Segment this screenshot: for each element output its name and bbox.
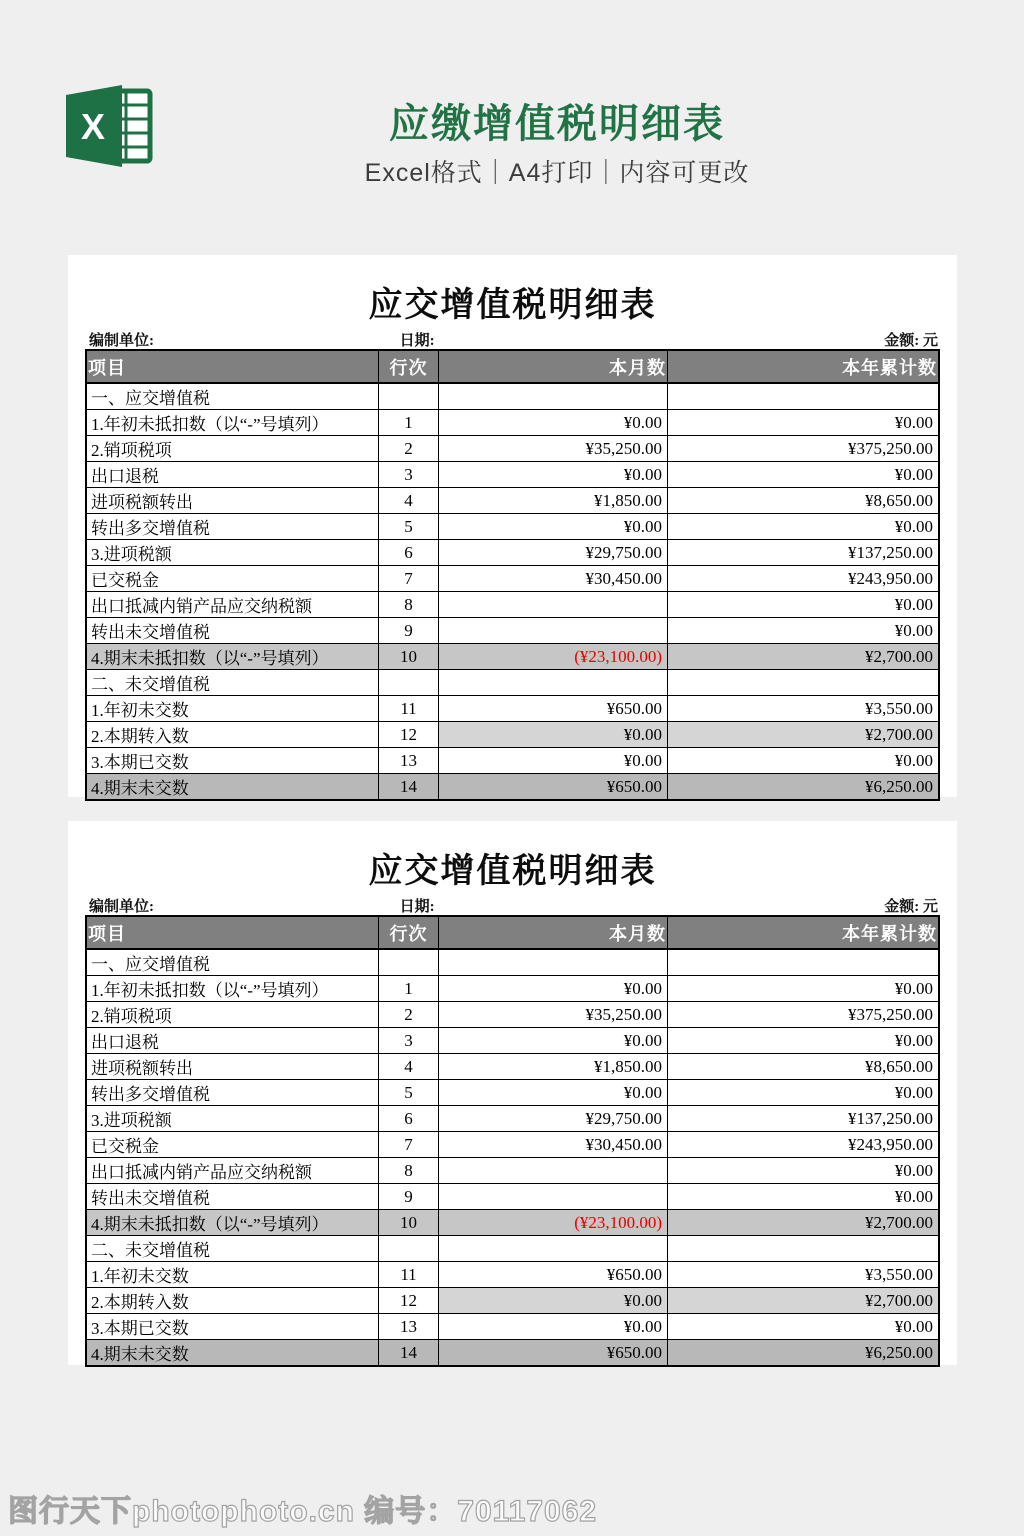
year-cell: ¥0.00 — [668, 1314, 939, 1340]
line-cell: 1 — [378, 976, 438, 1002]
item-cell: 3.进项税额 — [86, 1106, 378, 1132]
year-cell: ¥2,700.00 — [668, 722, 939, 748]
item-cell: 3.进项税额 — [86, 540, 378, 566]
item-cell: 转出未交增值税 — [86, 618, 378, 644]
line-cell: 5 — [378, 1080, 438, 1106]
section-row — [86, 670, 939, 696]
table-row — [86, 1340, 939, 1367]
col-header-year: 本年累计数 — [668, 916, 939, 949]
table-row — [86, 566, 939, 592]
item-cell: 转出未交增值税 — [86, 1184, 378, 1210]
excel-icon-letter: X — [80, 106, 106, 147]
col-header-year: 本年累计数 — [668, 350, 939, 383]
table-row — [86, 1028, 939, 1054]
line-cell: 13 — [378, 748, 438, 774]
year-cell: ¥0.00 — [668, 1028, 939, 1054]
col-header-month: 本月数 — [439, 350, 668, 383]
item-cell: 已交税金 — [86, 566, 378, 592]
item-cell: 2.本期转入数 — [86, 722, 378, 748]
item-cell: 一、应交增值税 — [86, 383, 378, 410]
table-row — [86, 540, 939, 566]
table-row — [86, 976, 939, 1002]
table-row — [86, 618, 939, 644]
table-row — [86, 1158, 939, 1184]
line-cell: 6 — [378, 1106, 438, 1132]
table-meta-row — [85, 329, 940, 347]
item-cell: 2.本期转入数 — [86, 1288, 378, 1314]
item-cell: 进项税额转出 — [86, 488, 378, 514]
year-cell: ¥137,250.00 — [668, 540, 939, 566]
item-cell: 出口退税 — [86, 1028, 378, 1054]
month-cell: ¥0.00 — [439, 748, 668, 774]
year-cell — [668, 670, 939, 696]
table-row — [86, 1080, 939, 1106]
item-cell: 转出多交增值税 — [86, 514, 378, 540]
item-cell: 二、未交增值税 — [86, 670, 378, 696]
month-cell: ¥1,850.00 — [439, 1054, 668, 1080]
table-title: 应交增值税明细表 — [368, 853, 657, 890]
line-cell: 11 — [378, 1262, 438, 1288]
year-cell: ¥2,700.00 — [668, 1288, 939, 1314]
year-cell: ¥2,700.00 — [668, 644, 939, 670]
line-cell: 7 — [378, 1132, 438, 1158]
month-cell: ¥29,750.00 — [439, 540, 668, 566]
year-cell: ¥0.00 — [668, 410, 939, 436]
item-cell: 1.年初未抵扣数（以“-”号填列） — [86, 410, 378, 436]
year-cell: ¥243,950.00 — [668, 566, 939, 592]
line-cell — [378, 670, 438, 696]
month-cell: ¥650.00 — [439, 774, 668, 801]
month-cell: ¥650.00 — [439, 1262, 668, 1288]
line-cell: 12 — [378, 1288, 438, 1314]
line-cell: 4 — [378, 1054, 438, 1080]
line-cell: 3 — [378, 462, 438, 488]
line-cell: 3 — [378, 1028, 438, 1054]
table-row — [86, 1054, 939, 1080]
item-cell: 4.期末未交数 — [86, 1340, 378, 1367]
table-row — [86, 514, 939, 540]
year-cell: ¥8,650.00 — [668, 488, 939, 514]
month-cell: ¥30,450.00 — [439, 1132, 668, 1158]
table-meta-row — [85, 895, 940, 913]
month-cell — [439, 618, 668, 644]
item-cell: 2.销项税项 — [86, 1002, 378, 1028]
col-header-item: 项目 — [86, 350, 378, 383]
item-cell: 进项税额转出 — [86, 1054, 378, 1080]
table-header-row — [86, 350, 939, 383]
col-header-month: 本月数 — [439, 916, 668, 949]
month-cell — [439, 1158, 668, 1184]
line-cell: 8 — [378, 592, 438, 618]
year-cell: ¥6,250.00 — [668, 1340, 939, 1367]
line-cell: 7 — [378, 566, 438, 592]
item-cell: 二、未交增值税 — [86, 1236, 378, 1262]
month-cell — [439, 383, 668, 410]
month-cell: ¥0.00 — [439, 1314, 668, 1340]
month-cell: ¥35,250.00 — [439, 1002, 668, 1028]
item-cell: 1.年初未交数 — [86, 1262, 378, 1288]
table-row — [86, 1184, 939, 1210]
line-cell: 10 — [378, 644, 438, 670]
month-cell: ¥650.00 — [439, 1340, 668, 1367]
year-cell: ¥6,250.00 — [668, 774, 939, 801]
item-cell: 出口退税 — [86, 462, 378, 488]
table-row — [86, 1106, 939, 1132]
item-cell: 3.本期已交数 — [86, 1314, 378, 1340]
date-label: 日期: — [399, 333, 435, 349]
vat-table — [85, 349, 940, 801]
year-cell: ¥0.00 — [668, 1158, 939, 1184]
year-cell: ¥0.00 — [668, 462, 939, 488]
table-row — [86, 1210, 939, 1236]
item-cell: 1.年初未抵扣数（以“-”号填列） — [86, 976, 378, 1002]
line-cell: 9 — [378, 1184, 438, 1210]
item-cell: 出口抵减内销产品应交纳税额 — [86, 592, 378, 618]
table-body — [86, 383, 939, 800]
year-cell: ¥0.00 — [668, 976, 939, 1002]
table-row — [86, 748, 939, 774]
line-cell — [378, 1236, 438, 1262]
col-header-line: 行次 — [378, 916, 438, 949]
line-cell: 2 — [378, 1002, 438, 1028]
item-cell: 4.期末未抵扣数（以“-”号填列） — [86, 1210, 378, 1236]
year-cell: ¥8,650.00 — [668, 1054, 939, 1080]
month-cell: ¥0.00 — [439, 1080, 668, 1106]
table-row — [86, 592, 939, 618]
sheet-card-2 — [68, 821, 957, 1365]
table-row — [86, 722, 939, 748]
item-cell: 1.年初未交数 — [86, 696, 378, 722]
line-cell: 1 — [378, 410, 438, 436]
amount-label: 金额: 元 — [884, 333, 938, 349]
table-row — [86, 696, 939, 722]
month-cell: ¥0.00 — [439, 410, 668, 436]
month-cell: ¥29,750.00 — [439, 1106, 668, 1132]
table-row — [86, 1314, 939, 1340]
item-cell: 4.期末未交数 — [86, 774, 378, 801]
table-row — [86, 436, 939, 462]
year-cell: ¥137,250.00 — [668, 1106, 939, 1132]
month-cell: (¥23,100.00) — [439, 1210, 668, 1236]
month-cell: ¥1,850.00 — [439, 488, 668, 514]
vat-table — [85, 915, 940, 1367]
line-cell: 11 — [378, 696, 438, 722]
month-cell — [439, 670, 668, 696]
table-header-row — [86, 916, 939, 949]
table-row — [86, 488, 939, 514]
table-row — [86, 462, 939, 488]
line-cell — [378, 949, 438, 976]
page-subtitle: Excel格式｜A4打印｜内容可更改 — [364, 159, 750, 187]
table-row — [86, 1132, 939, 1158]
table-row — [86, 1288, 939, 1314]
section-row — [86, 383, 939, 410]
page-title: 应缴增值税明细表 — [389, 102, 725, 146]
month-cell: ¥0.00 — [439, 976, 668, 1002]
col-header-line: 行次 — [378, 350, 438, 383]
table-row — [86, 774, 939, 801]
item-cell: 已交税金 — [86, 1132, 378, 1158]
month-cell: ¥30,450.00 — [439, 566, 668, 592]
table-row — [86, 1002, 939, 1028]
month-cell: ¥0.00 — [439, 722, 668, 748]
sheet-card-1 — [68, 255, 957, 797]
month-cell — [439, 1236, 668, 1262]
line-cell: 4 — [378, 488, 438, 514]
year-cell: ¥3,550.00 — [668, 1262, 939, 1288]
year-cell: ¥0.00 — [668, 1080, 939, 1106]
year-cell: ¥0.00 — [668, 1184, 939, 1210]
line-cell: 5 — [378, 514, 438, 540]
amount-label: 金额: 元 — [884, 899, 938, 915]
table-row — [86, 1262, 939, 1288]
month-cell — [439, 1184, 668, 1210]
item-cell: 一、应交增值税 — [86, 949, 378, 976]
month-cell: ¥0.00 — [439, 1028, 668, 1054]
item-cell: 出口抵减内销产品应交纳税额 — [86, 1158, 378, 1184]
month-cell: ¥35,250.00 — [439, 436, 668, 462]
year-cell: ¥3,550.00 — [668, 696, 939, 722]
month-cell: ¥650.00 — [439, 696, 668, 722]
month-cell: ¥0.00 — [439, 514, 668, 540]
year-cell: ¥0.00 — [668, 592, 939, 618]
month-cell: ¥0.00 — [439, 1288, 668, 1314]
year-cell — [668, 949, 939, 976]
year-cell: ¥0.00 — [668, 748, 939, 774]
table-row — [86, 410, 939, 436]
year-cell: ¥243,950.00 — [668, 1132, 939, 1158]
month-cell: ¥0.00 — [439, 462, 668, 488]
unit-label: 编制单位: — [89, 333, 154, 349]
year-cell — [668, 383, 939, 410]
month-cell — [439, 592, 668, 618]
table-row — [86, 644, 939, 670]
watermark: 图行天下photophoto.cn 编号：70117062 — [8, 1495, 598, 1528]
month-cell — [439, 949, 668, 976]
line-cell: 6 — [378, 540, 438, 566]
line-cell: 9 — [378, 618, 438, 644]
year-cell: ¥0.00 — [668, 618, 939, 644]
item-cell: 4.期末未抵扣数（以“-”号填列） — [86, 644, 378, 670]
line-cell: 12 — [378, 722, 438, 748]
line-cell: 2 — [378, 436, 438, 462]
year-cell: ¥375,250.00 — [668, 1002, 939, 1028]
item-cell: 3.本期已交数 — [86, 748, 378, 774]
col-header-item: 项目 — [86, 916, 378, 949]
line-cell: 8 — [378, 1158, 438, 1184]
item-cell: 转出多交增值税 — [86, 1080, 378, 1106]
unit-label: 编制单位: — [89, 899, 154, 915]
year-cell: ¥2,700.00 — [668, 1210, 939, 1236]
line-cell: 14 — [378, 1340, 438, 1367]
table-title: 应交增值税明细表 — [368, 287, 657, 324]
line-cell: 13 — [378, 1314, 438, 1340]
year-cell: ¥375,250.00 — [668, 436, 939, 462]
line-cell — [378, 383, 438, 410]
line-cell: 10 — [378, 1210, 438, 1236]
year-cell — [668, 1236, 939, 1262]
month-cell: (¥23,100.00) — [439, 644, 668, 670]
section-row — [86, 1236, 939, 1262]
section-row — [86, 949, 939, 976]
table-body — [86, 949, 939, 1366]
item-cell: 2.销项税项 — [86, 436, 378, 462]
line-cell: 14 — [378, 774, 438, 801]
date-label: 日期: — [399, 899, 435, 915]
year-cell: ¥0.00 — [668, 514, 939, 540]
